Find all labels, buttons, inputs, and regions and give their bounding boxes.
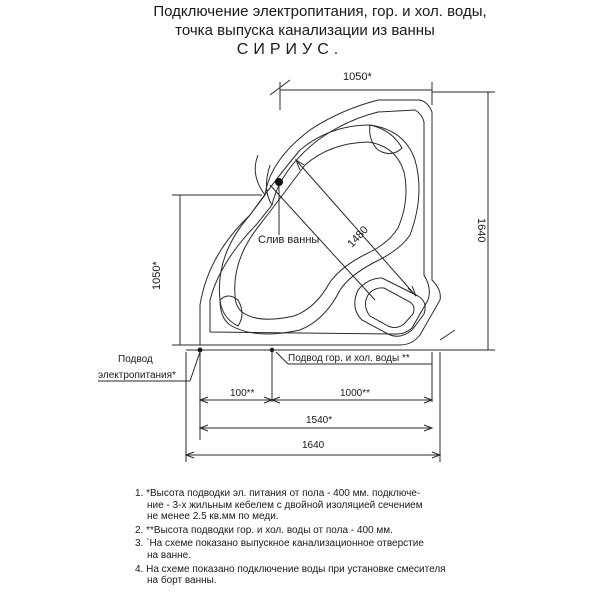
diagonal-label: 1480 — [345, 223, 371, 251]
dim-1000-label: 1000** — [340, 388, 371, 399]
note-item-1 — [135, 488, 575, 523]
power-point — [198, 348, 202, 352]
note-2-line-1: 2. **Высота подводки гор. и хол. воды от пола - 400 мм. — [135, 524, 393, 536]
drain-label: Слив ванны — [258, 234, 320, 246]
note-4-line-1: 4. На схеме показано подключение воды при установке смесителя — [135, 563, 446, 575]
power-label-1: Подвод — [118, 354, 153, 365]
note-3-line-1: 3. `На схеме показано выпускное канализационное отверстие — [135, 538, 424, 550]
note-1-line-3: не менее 2.5 кв.мм по меди. — [147, 511, 279, 523]
drain-point — [276, 179, 283, 186]
headrest-left — [220, 296, 242, 326]
water-label: Подвод гор. и хол. воды ** — [288, 353, 410, 364]
power-label-2: электропитания* — [98, 370, 176, 381]
note-item-4 — [135, 564, 575, 587]
note-4-line-2: на борт ванны. — [147, 575, 217, 587]
note-item-2 — [135, 525, 575, 537]
corner-mark-right — [440, 330, 455, 340]
note-1-line-1: 1. *Высота подводки эл. питания от пола - 400 мм. подключе- — [135, 488, 421, 499]
dim-left-label: 1050* — [151, 261, 163, 290]
bath-step-inner — [365, 288, 414, 328]
notes-list — [135, 488, 575, 587]
bath-bowl-outer — [219, 125, 419, 334]
title-line-3: СИРИУС. — [236, 41, 344, 58]
note-3-line-2: на ванне. — [147, 549, 192, 561]
power-leader — [190, 352, 200, 381]
dim-100-label: 100** — [230, 388, 255, 399]
bath-side-curve — [255, 155, 265, 195]
title-line-1: Подключение электропитания, гор. и хол. воды, — [153, 3, 487, 20]
title-line-2: точка выпуска канализации из ванны — [175, 22, 435, 39]
dim-1640-label: 1640 — [302, 440, 325, 451]
bath-bowl-inner — [235, 142, 406, 319]
water-leader — [276, 352, 288, 364]
note-1-line-2: ние - 3-х жильным кебелем с двойной изоляцией сечением — [147, 499, 423, 511]
dim-top-label: 1050* — [343, 71, 372, 83]
dim-right-label: 1640 — [475, 218, 487, 243]
dim-1540-label: 1540* — [306, 415, 333, 426]
note-item-3 — [135, 538, 575, 561]
water-point-1 — [270, 348, 274, 352]
